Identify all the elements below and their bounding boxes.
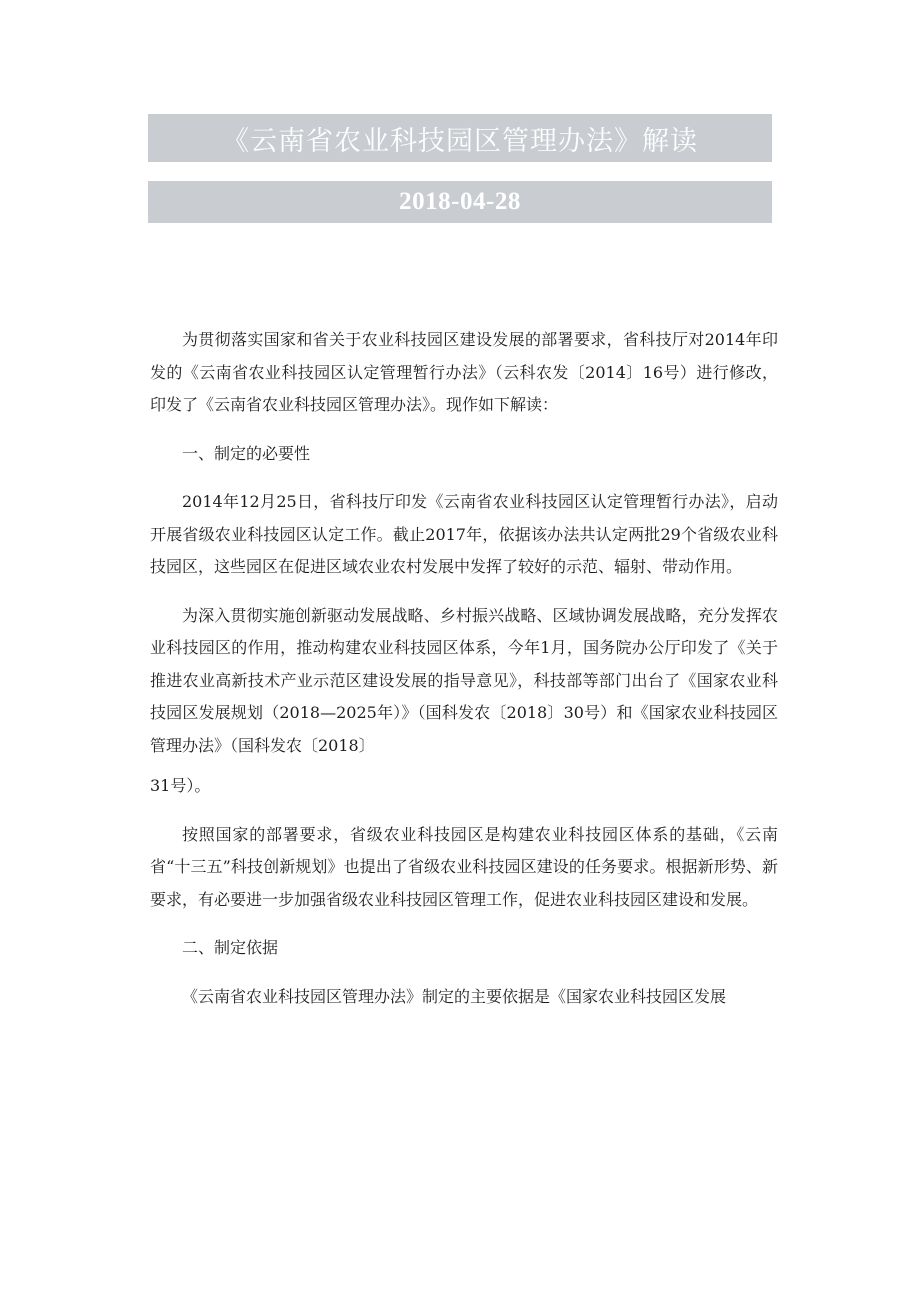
document-date: 2018-04-28 xyxy=(399,188,521,215)
date-banner xyxy=(148,181,772,223)
paragraph-history: 2014年12月25日，省科技厅印发《云南省农业科技园区认定管理暂行办法》，启动开展省级农业科技园区认定工作。截止2017年，依据该办法共认定两批29个省级农业科技园区，这些园区在促进区域农业农村发展中发挥了较好的示范、辐射、带动作用。 xyxy=(150,492,778,576)
section-heading-necessity: 一、制定的必要性 xyxy=(182,443,311,463)
paragraph-policy-continued: 31号）。 xyxy=(150,776,211,795)
paragraph-basis: 《云南省农业科技园区管理办法》制定的主要依据是《国家农业科技园区发展 xyxy=(182,986,727,1006)
paragraph-requirements: 按照国家的部署要求，省级农业科技园区是构建农业科技园区体系的基础，《云南省“十三五”科技创新规划》也提出了省级农业科技园区建设的任务要求。根据新形势、新要求，有必要进一步加强省级农业科技园区管理工作，促进农业科技园区建设和发展。 xyxy=(150,824,778,909)
paragraph-intro: 为贯彻落实国家和省关于农业科技园区建设发展的部署要求，省科技厅对2014年印发的《云南省农业科技园区认定管理暂行办法》（云科农发〔2014〕16号）进行修改，印发了《云南省农业科技园区管理办法》。现作如下解读： xyxy=(150,330,778,414)
document-title: 《云南省农业科技园区管理办法》解读 xyxy=(222,125,698,157)
title-banner xyxy=(148,114,772,162)
section-heading-basis: 二、制定依据 xyxy=(182,938,279,957)
paragraph-policy: 为深入贯彻实施创新驱动发展战略、乡村振兴战略、区域协调发展战略，充分发挥农业科技园区的作用，推动构建农业科技园区体系，今年1月，国务院办公厅印发了《关于推进农业高新技术产业示范区建设发展的指导意见》，科技部等部门出台了《国家农业科技园区发展规划（2018—2025年）》（国科发农〔2018〕30号）和《国家农业科技园区管理办法》（国科发农〔2018〕 xyxy=(150,605,778,755)
document-body xyxy=(150,324,778,1029)
